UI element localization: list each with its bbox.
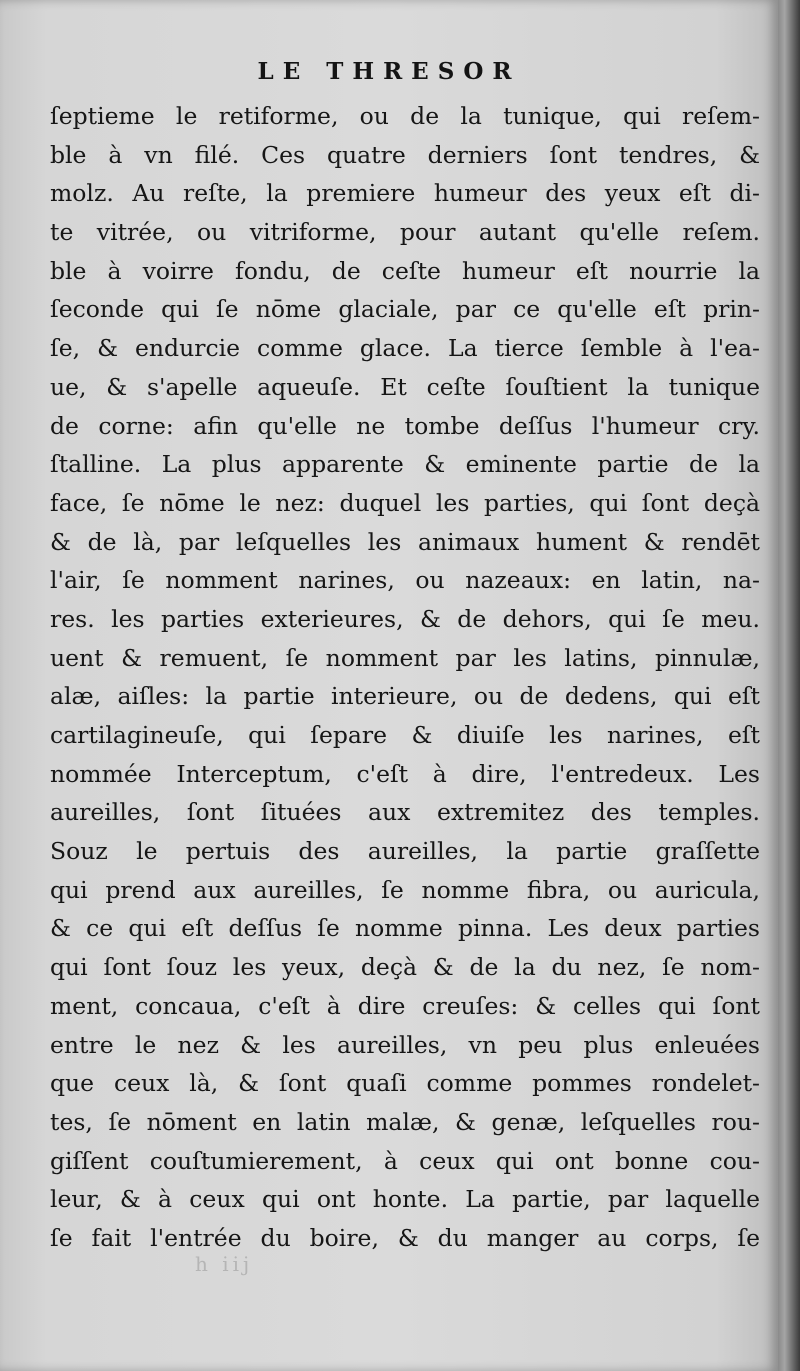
text-line: ſtalline. La plus apparente & eminente partie de la	[50, 450, 760, 479]
body-text	[50, 97, 760, 1258]
text-line: res. les parties exterieures, & de dehors, qui ſe meu.	[50, 604, 760, 633]
text-line: l'air, ſe nomment narines, ou nazeaux: en latin, na-	[50, 566, 760, 595]
text-line: qui prend aux aureilles, ſe nomme fibra, ou auricula,	[50, 875, 760, 904]
text-line: ſe, & endurcie comme glace. La tierce ſemble à l'ea-	[50, 334, 760, 363]
text-line: uent & remuent, ſe nomment par les latins, pinnulæ,	[50, 643, 760, 672]
text-line: ſeptieme le retiforme, ou de la tunique, qui reſem-	[50, 102, 760, 130]
text-line: molz. Au reſte, la premiere humeur des yeux eſt di-	[50, 179, 760, 208]
text-line: tes, ſe nōment en latin malæ, & genæ, leſquelles rou-	[50, 1107, 760, 1136]
text-line: Souz le pertuis des aureilles, la partie graſſette	[50, 837, 760, 866]
text-line: giſſent couſtumierement, à ceux qui ont bonne cou-	[50, 1146, 760, 1175]
text-line: ble à vn filé. Ces quatre derniers ſont tendres, &	[50, 140, 760, 169]
text-line: de corne: afin qu'elle ne tombe deſſus l'humeur cry.	[50, 411, 760, 440]
text-line: ble à voirre fondu, de ceſte humeur eſt nourrie la	[50, 256, 760, 285]
text-line: que ceux là, & ſont quaſi comme pommes rondelet-	[50, 1069, 760, 1098]
text-line: face, ſe nōme le nez: duquel les parties, qui ſont deçà	[50, 488, 760, 517]
running-head: LE THRESOR	[257, 58, 521, 85]
text-line: aureilles, ſont ſituées aux extremitez des temples.	[50, 798, 760, 827]
text-line: leur, & à ceux qui ont honte. La partie, par laquelle	[50, 1185, 760, 1214]
text-line: cartilagineuſe, qui ſepare & diuiſe les narines, eſt	[50, 721, 760, 749]
text-line: & de là, par leſquelles les animaux hument & rendēt	[50, 527, 760, 556]
text-line: entre le nez & les aureilles, vn peu plus enleuées	[50, 1030, 760, 1059]
text-line: alæ, aiſles: la partie interieure, ou de dedens, qui eſt	[50, 682, 760, 711]
text-line: ue, & s'apelle aqueuſe. Et ceſte ſouſtient la tunique	[50, 372, 760, 401]
text-line: ſe fait l'entrée du boire, & du manger au corps, ſe	[50, 1223, 760, 1252]
text-line: ment, concaua, c'eſt à dire creuſes: & celles qui ſont	[50, 991, 760, 1020]
text-line: te vitrée, ou vitriforme, pour autant qu'elle reſem.	[50, 218, 760, 247]
text-line: & ce qui eſt deſſus ſe nomme pinna. Les deux parties	[50, 914, 760, 943]
page-edge	[778, 0, 800, 1371]
text-line: qui ſont ſouz les yeux, deçà & de la du nez, ſe nom-	[50, 953, 760, 982]
text-line: ſeconde qui ſe nōme glaciale, par ce qu'elle eſt prin-	[50, 295, 760, 324]
signature-mark: h iij	[195, 1252, 254, 1276]
text-line: nommée Interceptum, c'eſt à dire, l'entredeux. Les	[50, 759, 760, 788]
